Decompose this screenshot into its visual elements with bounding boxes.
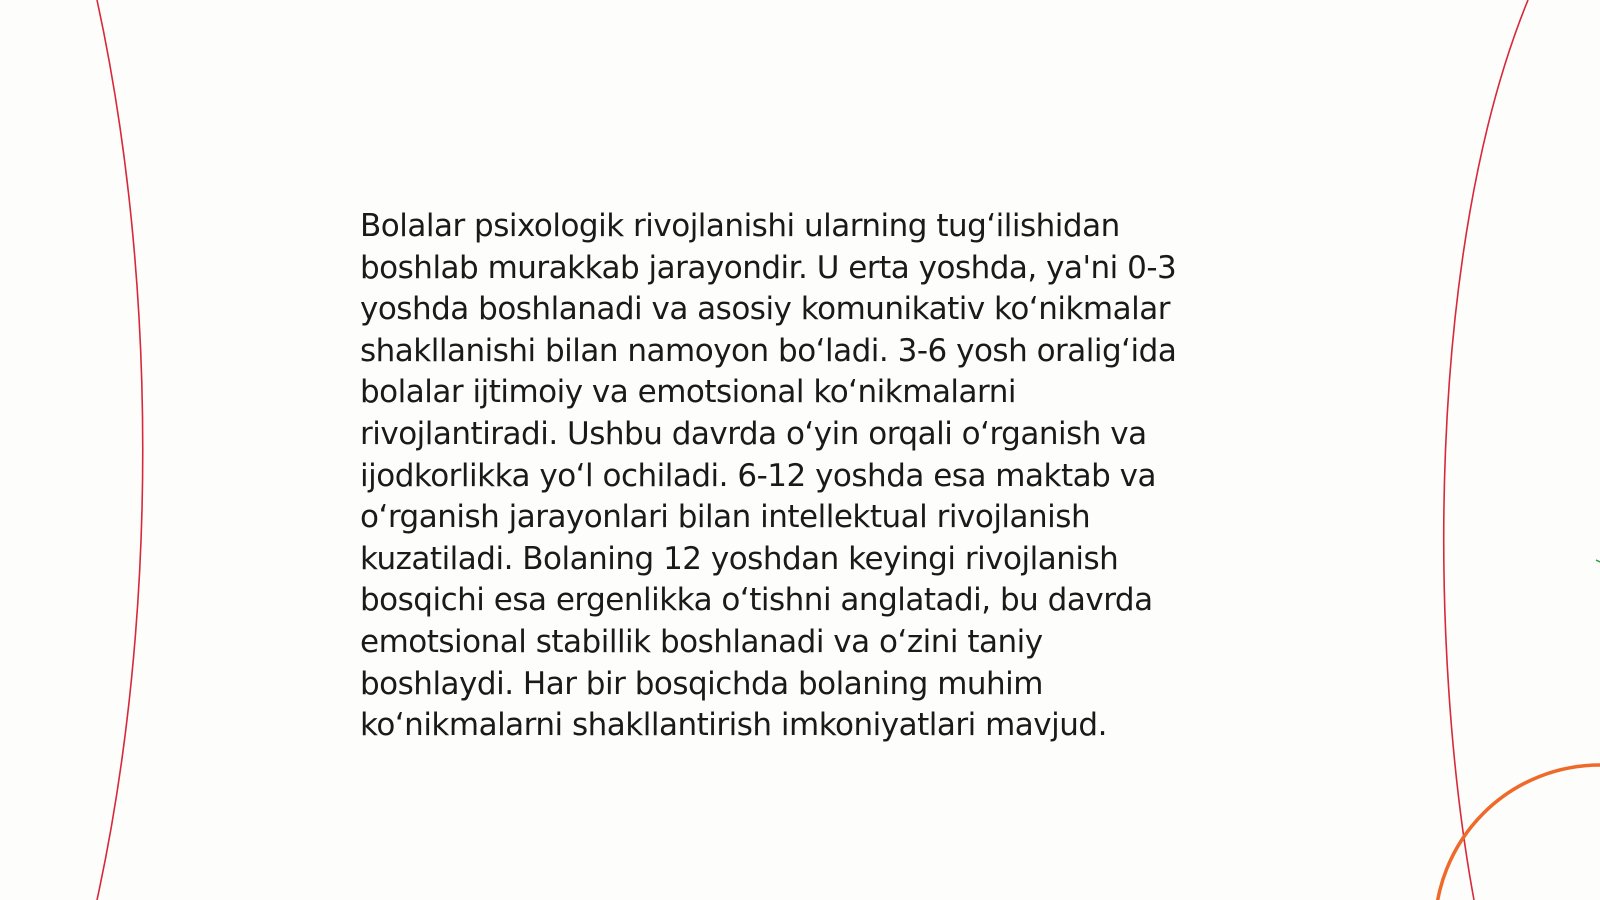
body-line: boshlaydi. Har bir bosqichda bolaning muhim — [360, 665, 1043, 702]
body-line: bolalar ijtimoiy va emotsional ko‘nikmalarni — [360, 374, 1017, 411]
right-arc-line — [1444, 0, 1528, 900]
body-line: boshlab murakkab jarayondir. U erta yoshda, ya'ni 0-3 — [360, 249, 1177, 286]
orange-accent-circle — [1435, 765, 1600, 900]
body-line: shakllanishi bilan namoyon bo‘ladi. 3-6 yosh oralig‘ida — [360, 332, 1177, 369]
body-line: Bolalar psixologik rivojlanishi ularning tug‘ilishidan — [360, 208, 1120, 244]
body-line: o‘rganish jarayonlari bilan intellektual rivojlanish — [360, 499, 1091, 536]
body-line: bosqichi esa ergenlikka o‘tishni anglatadi, bu davrda — [360, 582, 1153, 619]
body-line: ko‘nikmalarni shakllantirish imkoniyatlari mavjud. — [360, 707, 1107, 744]
body-line: emotsional stabillik boshlanadi va o‘zini taniy — [360, 623, 1043, 660]
left-arc-line — [97, 0, 143, 900]
body-line: rivojlantiradi. Ushbu davrda o‘yin orqali o‘rganish va — [360, 415, 1147, 452]
body-paragraph — [360, 206, 1260, 747]
body-line: ijodkorlikka yo‘l ochiladi. 6-12 yoshda esa maktab va — [360, 457, 1156, 494]
green-accent-mark — [1596, 560, 1600, 562]
body-line: yoshda boshlanadi va asosiy komunikativ ko‘nikmalar — [360, 291, 1170, 328]
body-line: kuzatiladi. Bolaning 12 yoshdan keyingi rivojlanish — [360, 540, 1119, 577]
